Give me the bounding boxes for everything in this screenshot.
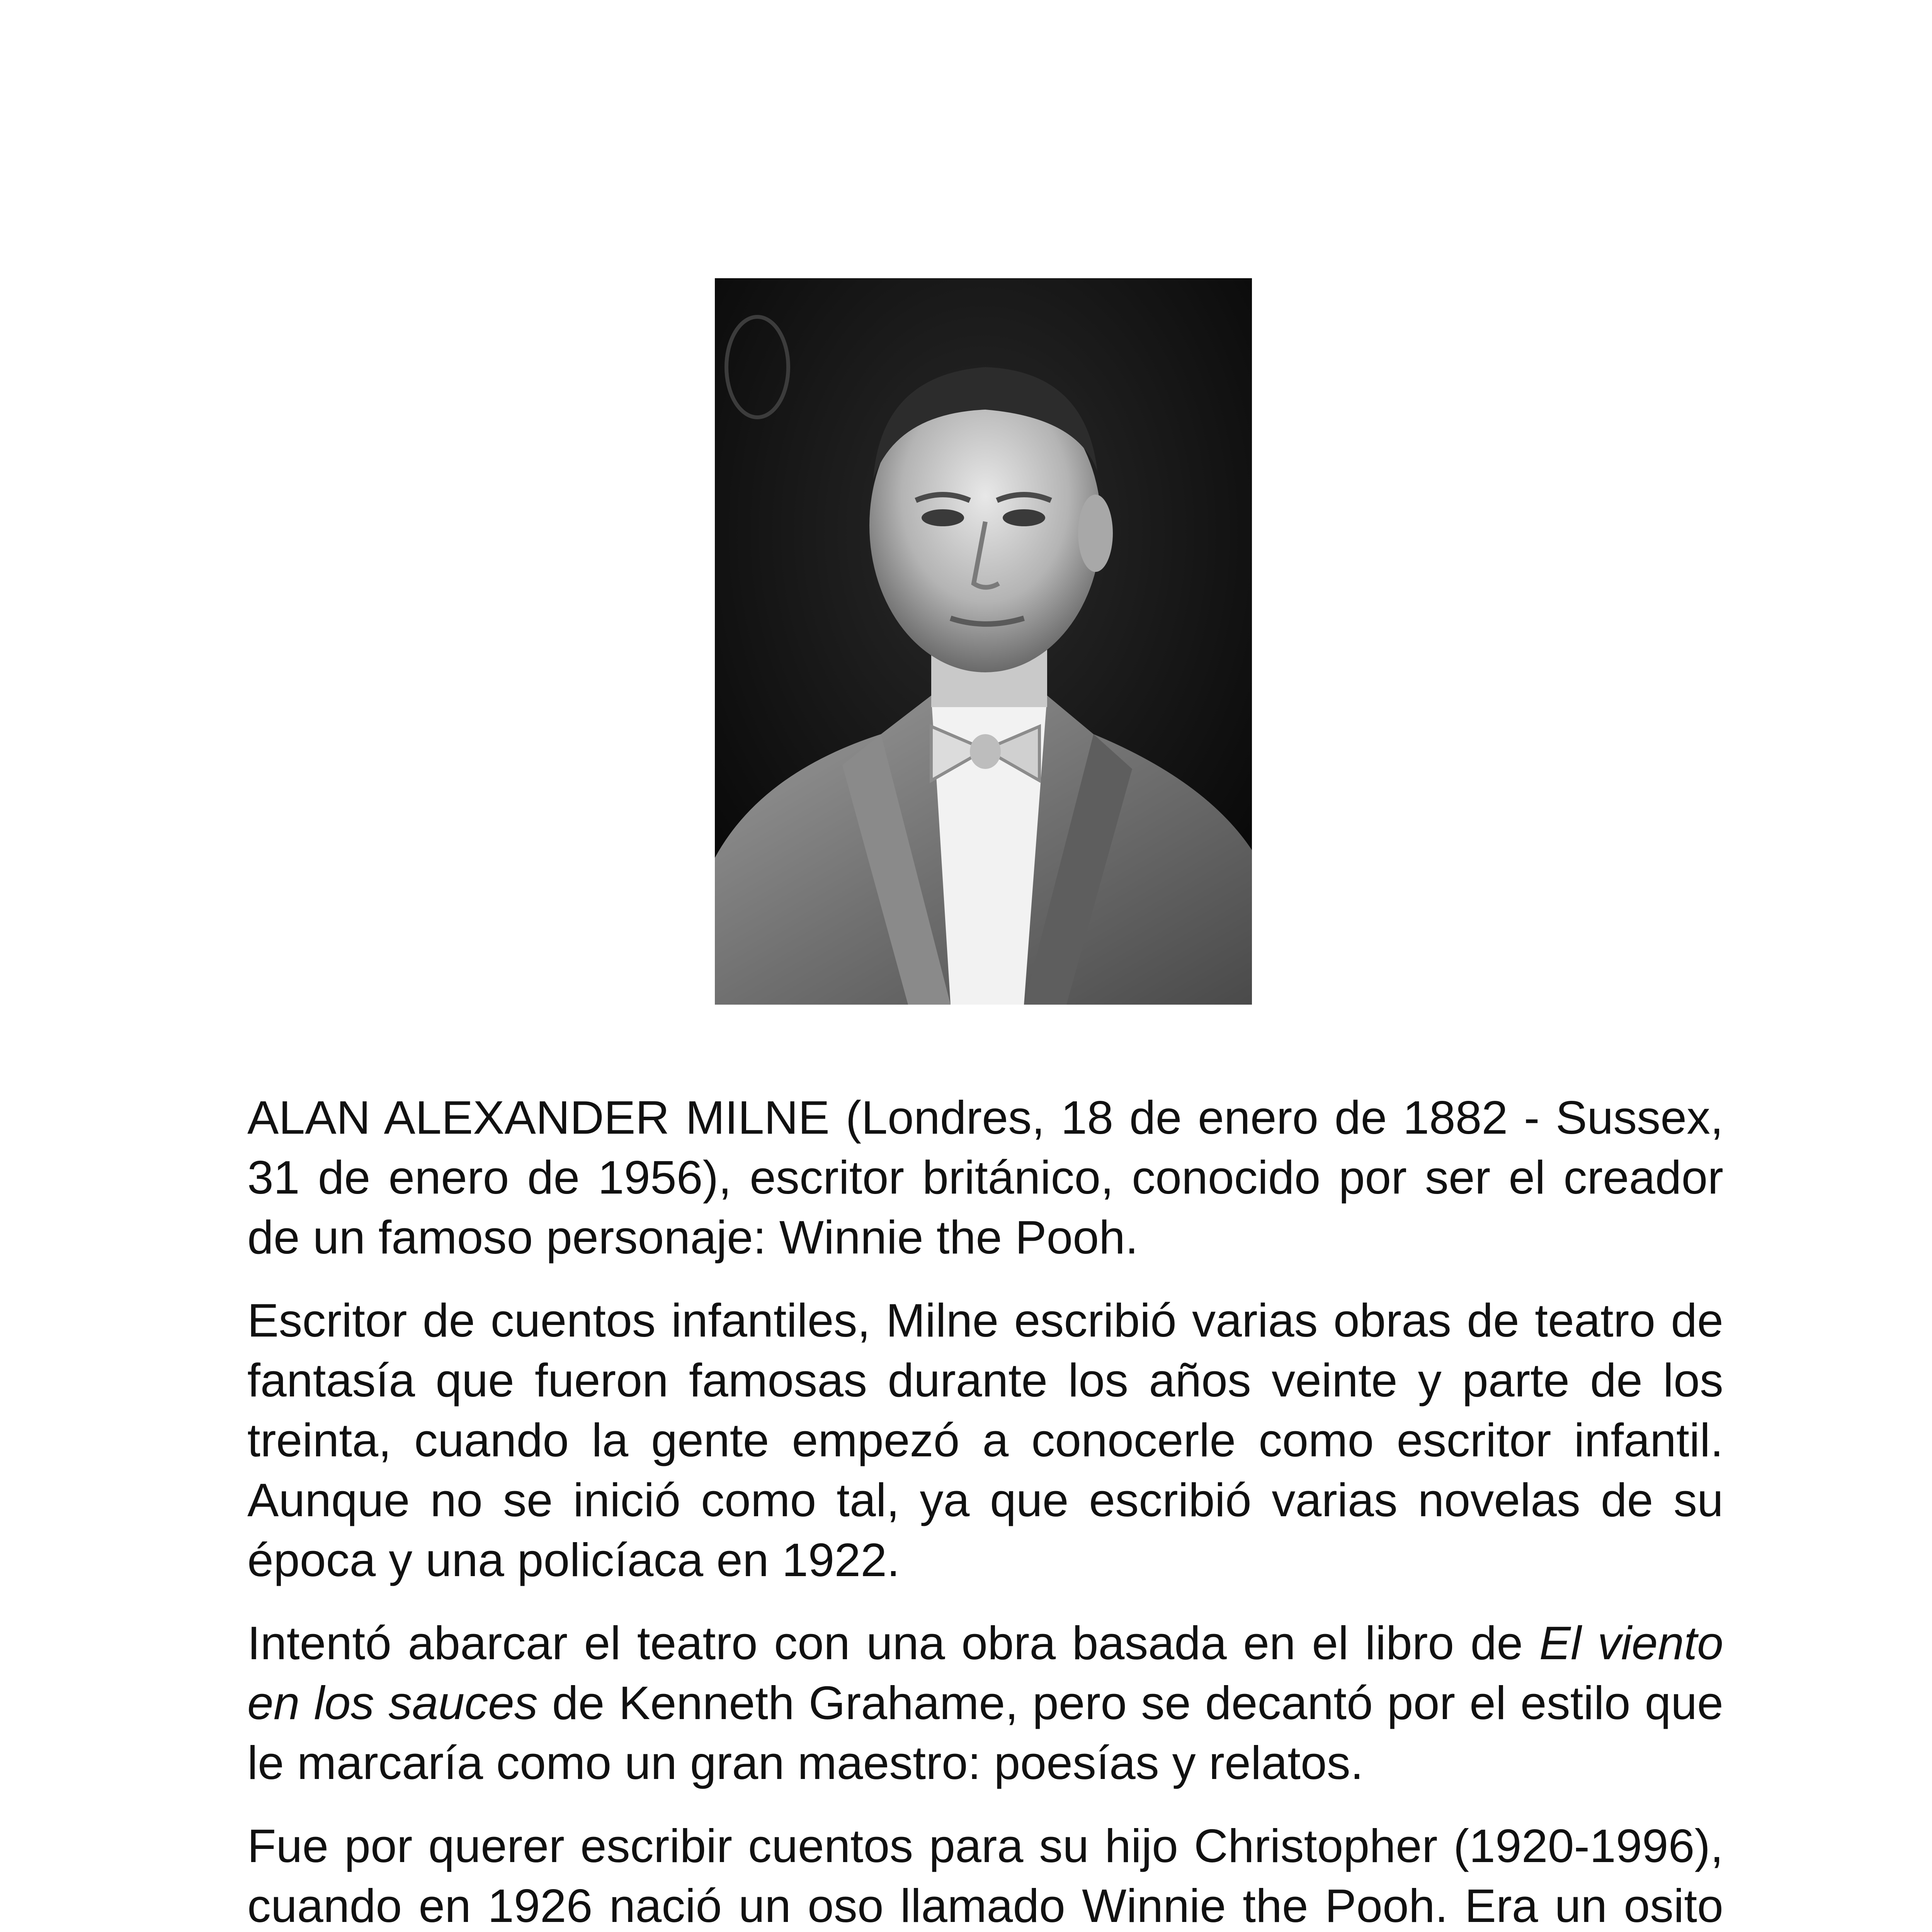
paragraph-pooh: Fue por querer escribir cuentos para su hijo Christopher (1920-1996), cuando en 1926 nació un oso llamado Winnie the Pooh. Era un osito (247, 1820, 1723, 1932)
paragraph-theatre-before: Intentó abarcar el teatro con una obra basada en el libro de (247, 1617, 1539, 1669)
paragraph-career: Escritor de cuentos infantiles, Milne escribió varias obras de teatro de fantasía que fueron famosas durante los años veinte y parte de los treinta, cuando la gente empezó a conocerle como escritor infantil. Aunque no se inició como tal, ya que escribió varias novelas de su época y una policíaca en 1922. (247, 1294, 1723, 1586)
author-portrait (715, 278, 1252, 1005)
paragraph-theatre-after: de Kenneth Grahame, pero se decantó por el estilo que le marcaría como un gran maestro: poesías y relatos. (247, 1677, 1724, 1789)
paragraph-theatre (247, 1613, 1723, 1793)
portrait-photo-icon (715, 278, 1252, 1005)
paragraph-intro: ALAN ALEXANDER MILNE (Londres, 18 de enero de 1882 - Sussex, 31 de enero de 1956), escritor británico, conocido por ser el creador de un famoso personaje: Winnie the Pooh. (247, 1091, 1723, 1264)
book-title: El viento en los sauces (247, 1617, 1723, 1729)
biography-text (247, 1088, 1723, 1932)
